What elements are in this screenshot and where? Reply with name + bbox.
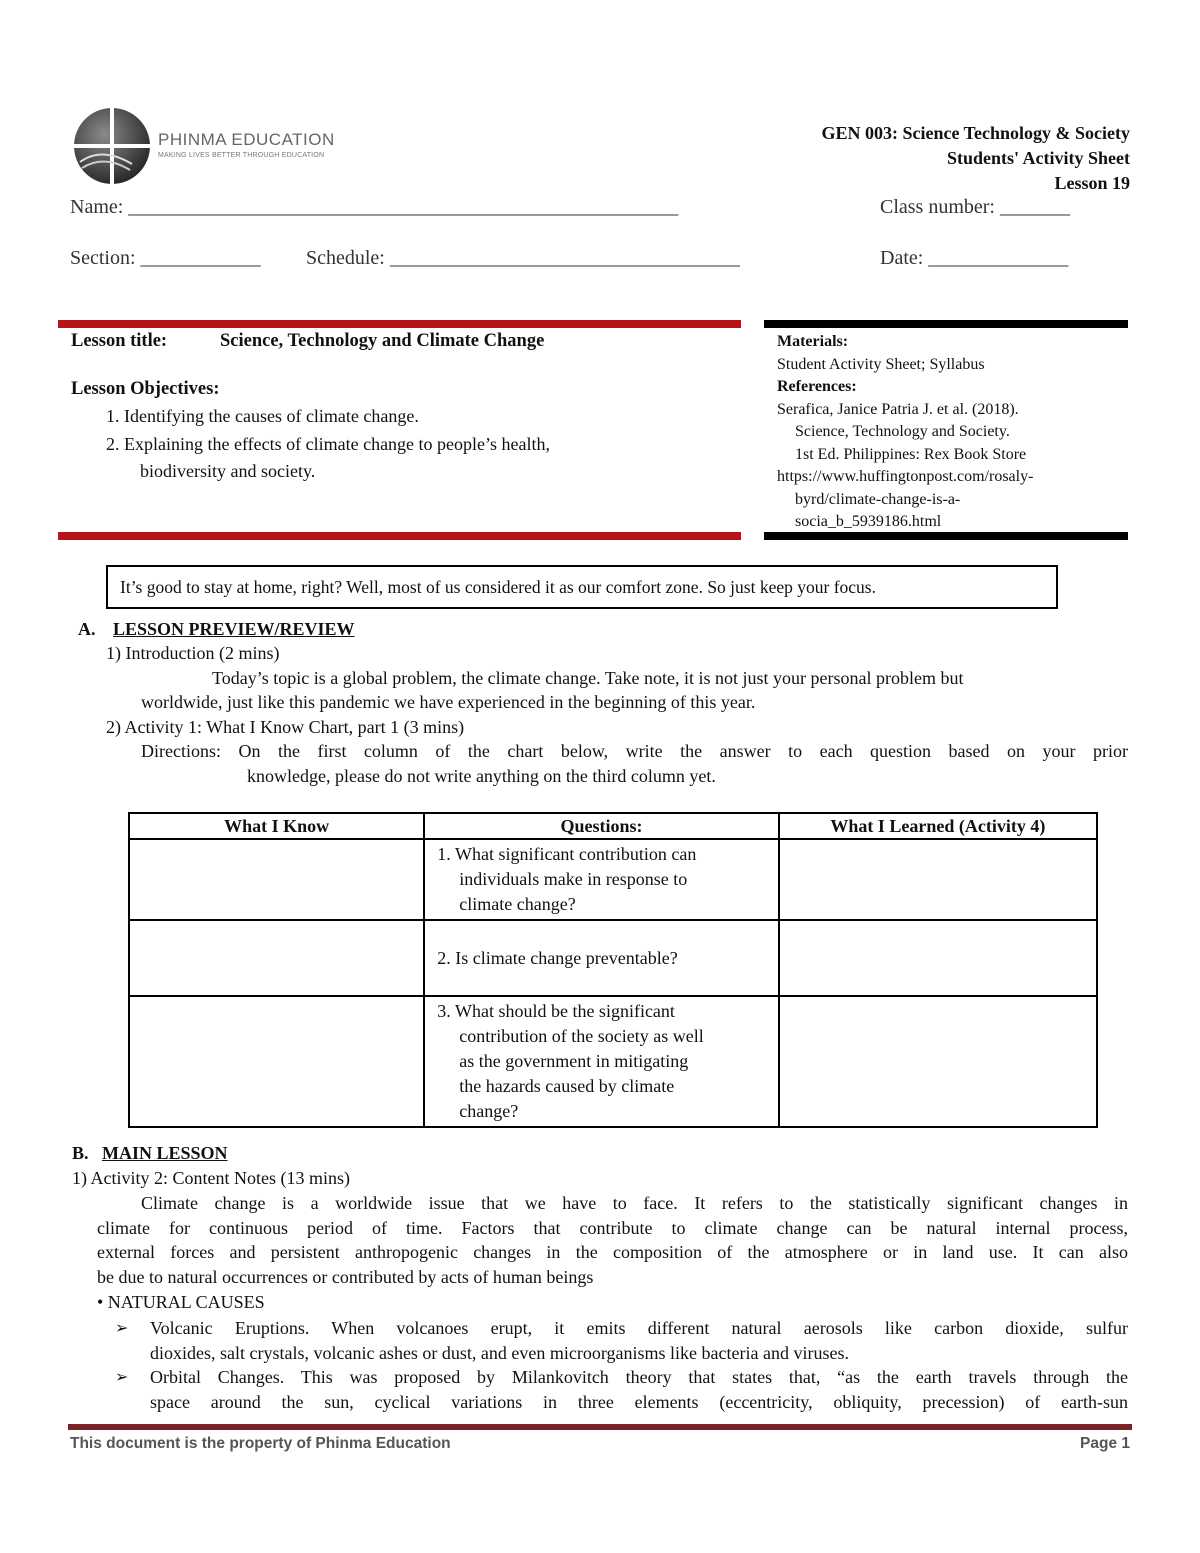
- reference-line: Science, Technology and Society.: [795, 423, 1010, 440]
- what-i-know-chart: [128, 812, 1098, 1128]
- materials-value: Student Activity Sheet; Syllabus: [777, 355, 985, 373]
- paragraph-line: external forces and persistent anthropogenic changes in the composition of the atmosphere or in land use. It can also: [97, 1242, 1128, 1262]
- reference-line: 1st Ed. Philippines: Rex Book Store: [795, 445, 1027, 463]
- section-a-title: LESSON PREVIEW/REVIEW: [113, 619, 355, 639]
- question-cell: [424, 920, 778, 996]
- page-number: Page 1: [1080, 1435, 1130, 1452]
- question-text: 1. What significant contribution can: [437, 844, 697, 864]
- question-text: contribution of the society as well: [459, 1026, 704, 1046]
- objectives-label: Lesson Objectives:: [71, 379, 220, 399]
- paragraph-line: be due to natural occurrences or contributed by acts of human beings: [97, 1266, 594, 1287]
- materials-panel: [777, 331, 1033, 534]
- arrow-bullet-icon: ➢: [115, 1369, 129, 1386]
- course-title: GEN 003: Science Technology & Society: [821, 123, 1130, 143]
- course-header: [822, 121, 1131, 196]
- lesson-title-label: Lesson title:: [71, 331, 168, 351]
- cause-line: dioxides, salt crystals, volcanic ashes or dust, and even microorganisms like bacteria and viruses.: [150, 1342, 849, 1363]
- logo-globe-icon: [72, 106, 152, 186]
- learned-cell[interactable]: [779, 839, 1097, 920]
- table-row: [129, 996, 1097, 1127]
- directions-line-1: Directions: On the first column of the chart below, write the answer to each question based on your prior: [141, 741, 1128, 761]
- activity-2-item: 1) Activity 2: Content Notes (13 mins): [72, 1168, 350, 1188]
- question-text: individuals make in response to: [459, 869, 688, 889]
- motivation-callout: It’s good to stay at home, right? Well, most of us considered it as our comfort zone. So just keep your focus.: [106, 565, 1058, 609]
- column-header-questions: Questions:: [424, 813, 778, 839]
- class-number-field[interactable]: Class number: _______: [880, 196, 1070, 218]
- content-paragraph: [97, 1191, 1128, 1289]
- arrow-bullet-icon: ➢: [115, 1320, 129, 1337]
- question-text: climate change?: [459, 894, 576, 914]
- top-black-rule: [764, 320, 1128, 328]
- objective-2: 2. Explaining the effects of climate change to people’s health,: [106, 434, 551, 454]
- reference-link[interactable]: socia_b_5939186.html: [795, 513, 942, 530]
- cause-item: [150, 1365, 1128, 1414]
- lesson-number: Lesson 19: [1054, 173, 1130, 193]
- footer-rule: [68, 1424, 1132, 1430]
- reference-link[interactable]: https://www.huffingtonpost.com/rosaly-: [777, 468, 1034, 485]
- references-label: References:: [777, 378, 857, 395]
- natural-causes-bullet: • NATURAL CAUSES: [97, 1292, 265, 1312]
- learned-cell[interactable]: [779, 996, 1097, 1127]
- footer-ownership: This document is the property of Phinma Education: [70, 1435, 451, 1452]
- section-a-letter: A.: [78, 619, 96, 639]
- question-text: 3. What should be the significant: [437, 1001, 675, 1021]
- objective-1: 1. Identifying the causes of climate change.: [106, 406, 419, 426]
- paragraph-line: climate for continuous period of time. Factors that contribute to climate change can be natural internal process,: [97, 1217, 1128, 1238]
- question-text: 2. Is climate change preventable?: [437, 947, 678, 968]
- question-text: change?: [459, 1101, 519, 1121]
- objective-2-cont: biodiversity and society.: [140, 461, 316, 481]
- reference-line: Serafica, Janice Patria J. et al. (2018).: [777, 400, 1019, 418]
- lesson-title: Science, Technology and Climate Change: [220, 331, 545, 351]
- answer-cell[interactable]: [129, 920, 424, 996]
- name-field[interactable]: Name: _______________________________________________________: [70, 196, 679, 218]
- cause-line: Volcanic Eruptions. When volcanoes erupt, it emits different natural aerosols like carbon dioxide, sulfur: [150, 1318, 1128, 1338]
- intro-line-2: worldwide, just like this pandemic we have experienced in the beginning of this year.: [141, 692, 756, 712]
- reference-link[interactable]: byrd/climate-change-is-a-: [795, 490, 961, 508]
- directions-line-2: knowledge, please do not write anything on the third column yet.: [247, 766, 716, 786]
- cause-line: space around the sun, cyclical variations in three elements (eccentricity, obliquity, precession) of earth-sun: [150, 1391, 1128, 1412]
- section-field[interactable]: Section: ____________: [70, 247, 261, 269]
- logo-wordmark: PHINMA EDUCATION: [158, 130, 335, 149]
- answer-cell[interactable]: [129, 839, 424, 920]
- date-field[interactable]: Date: ______________: [880, 247, 1069, 269]
- phinma-logo: [72, 106, 335, 186]
- activity-1-item: 2) Activity 1: What I Know Chart, part 1 (3 mins): [106, 717, 465, 737]
- question-cell: [424, 839, 778, 920]
- section-b-letter: B.: [72, 1143, 89, 1163]
- question-text: as the government in mitigating: [459, 1051, 689, 1071]
- cause-line: Orbital Changes. This was proposed by Milankovitch theory that states that, “as the earth travels through the: [150, 1367, 1128, 1387]
- bottom-red-rule: [58, 532, 741, 540]
- intro-item: 1) Introduction (2 mins): [106, 643, 280, 663]
- column-header-what-i-learned: What I Learned (Activity 4): [779, 813, 1097, 839]
- table-row: [129, 920, 1097, 996]
- question-cell: [424, 996, 778, 1127]
- table-row: [129, 839, 1097, 920]
- learned-cell[interactable]: [779, 920, 1097, 996]
- paragraph-line: Climate change is a worldwide issue that we have to face. It refers to the statistically significant changes in: [141, 1193, 1128, 1213]
- top-red-rule: [58, 320, 741, 328]
- answer-cell[interactable]: [129, 996, 424, 1127]
- question-text: the hazards caused by climate: [459, 1076, 675, 1096]
- materials-label: Materials:: [777, 333, 849, 350]
- column-header-what-i-know: What I Know: [129, 813, 424, 839]
- logo-tagline: MAKING LIVES BETTER THROUGH EDUCATION: [158, 152, 325, 159]
- cause-item: [150, 1316, 1128, 1365]
- schedule-field[interactable]: Schedule: ___________________________________: [306, 247, 740, 269]
- table-header-row: [129, 813, 1097, 839]
- sheet-title: Students' Activity Sheet: [946, 148, 1130, 168]
- intro-line-1: Today’s topic is a global problem, the climate change. Take note, it is not just your personal problem but: [212, 668, 964, 688]
- section-b-title: MAIN LESSON: [102, 1143, 228, 1163]
